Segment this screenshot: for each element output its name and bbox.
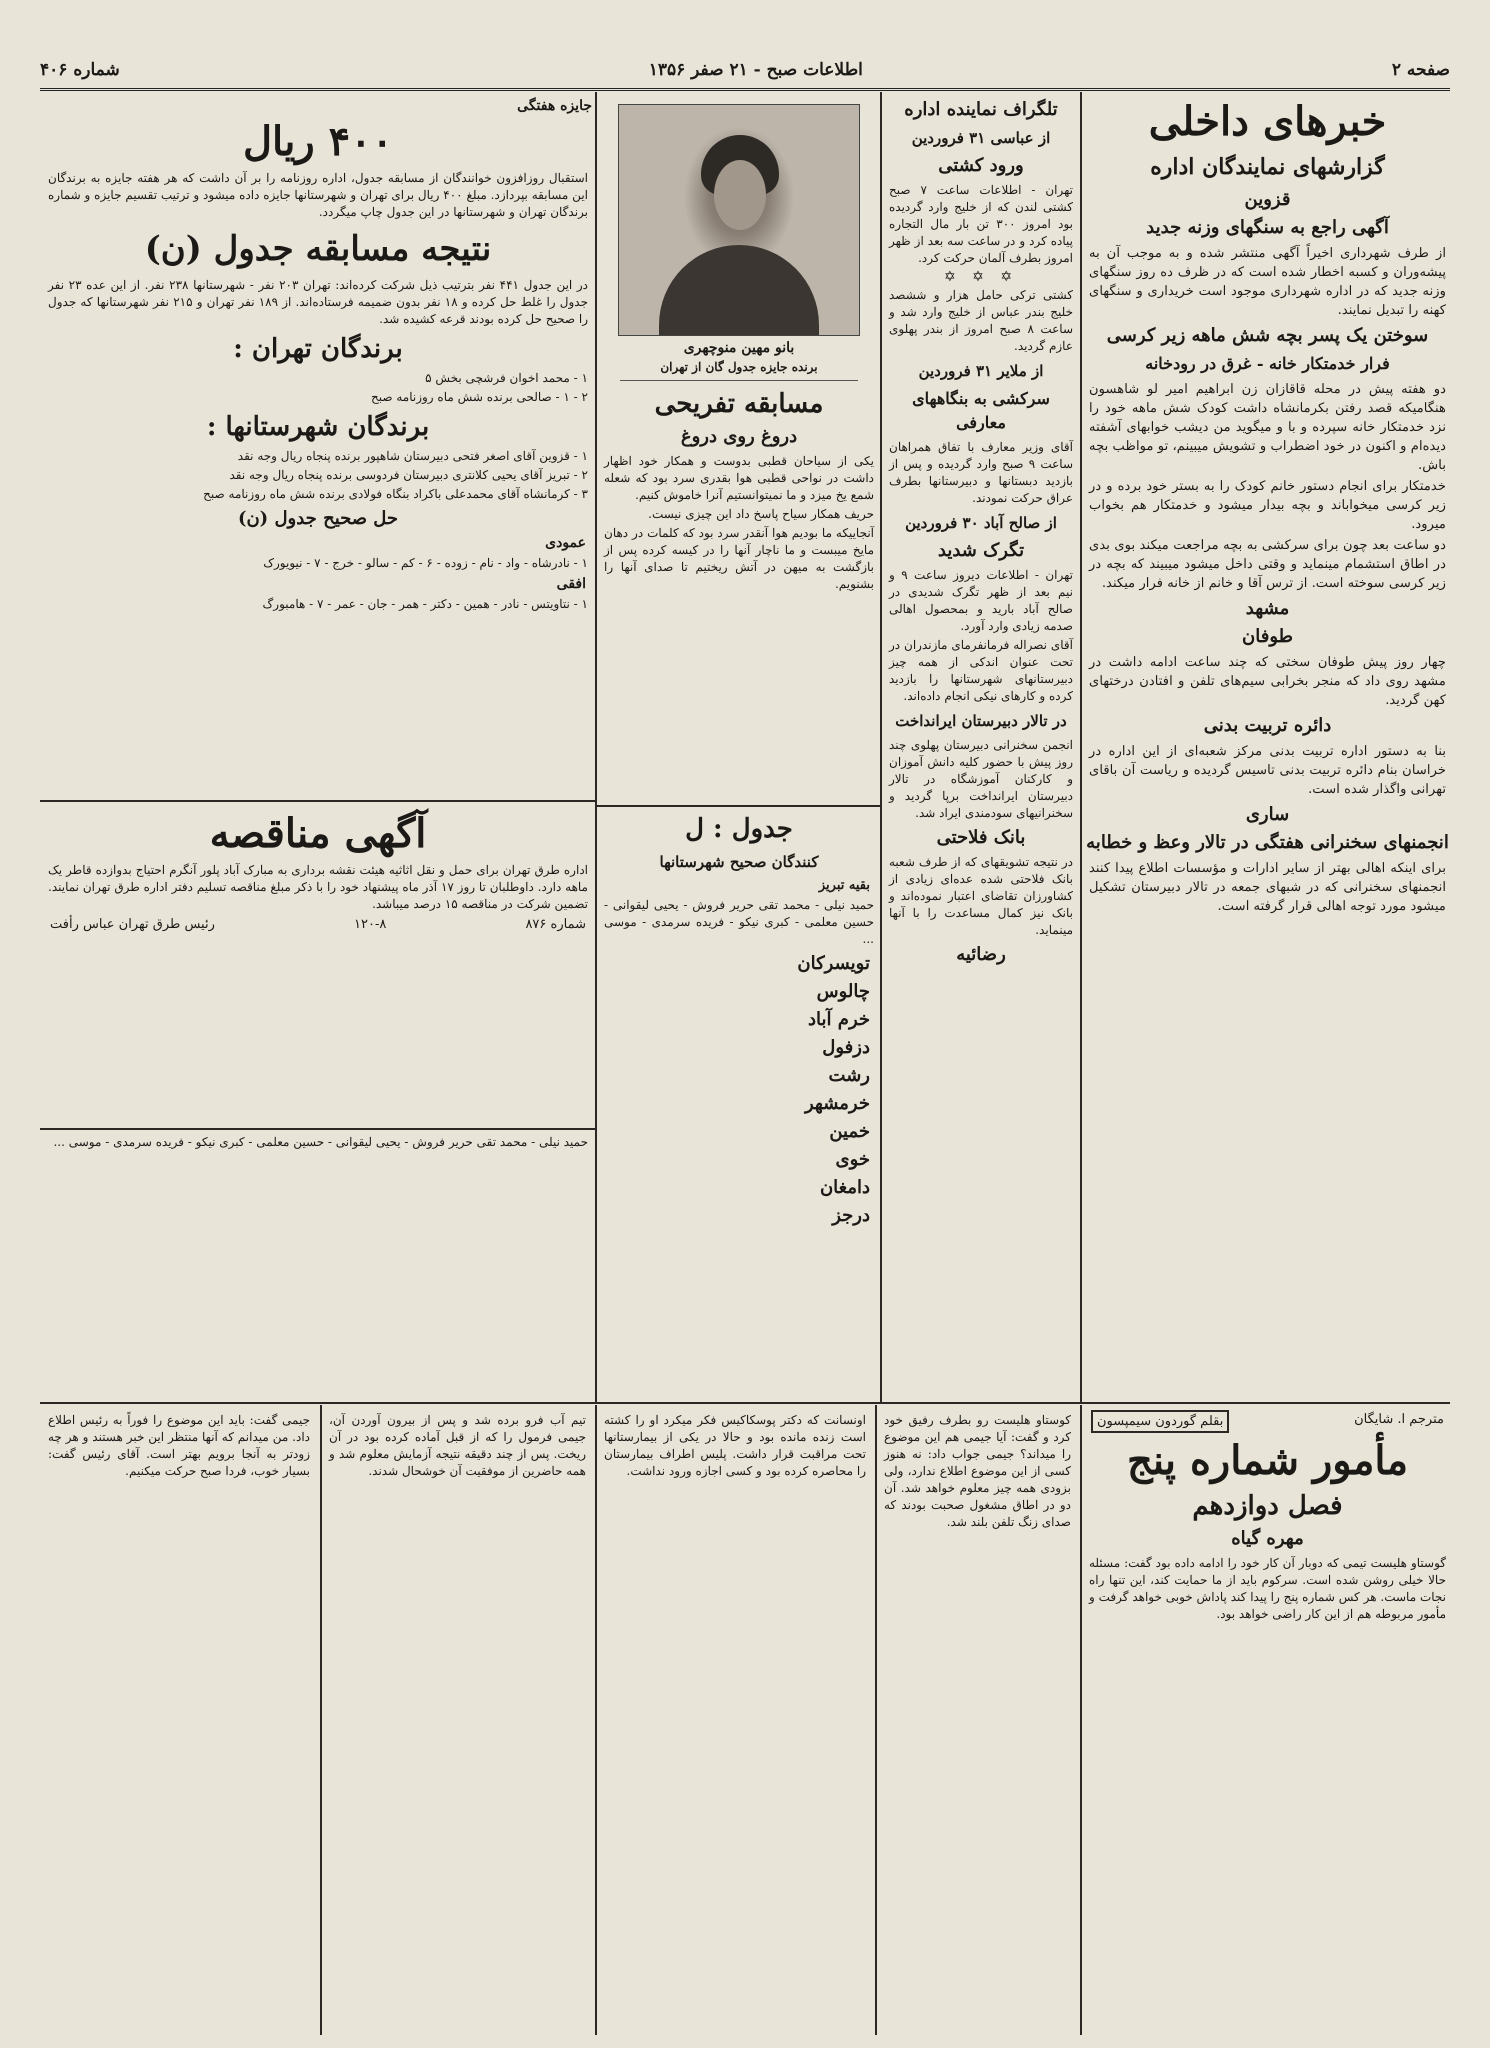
winner-line: ۲ - ۱ - صالحی برنده شش ماه روزنامه صبح <box>370 390 588 404</box>
city-heading: خوی <box>835 1149 870 1170</box>
photo-caption: بانو مهین منوچهری <box>683 340 795 356</box>
solver-names: حمید نیلی - محمد تقی حریر فروش - یحیی لیقوانی - حسین معلمی - کبری نیکو - فریده سرمدی - موسی ... <box>604 898 874 946</box>
news-headline: تگرک شدید <box>937 540 1025 561</box>
news-headline: انجمنهای سخنرانی هفتگی در تالار وعظ و خطابه <box>1086 832 1449 853</box>
dateline: از عباسی ۳۱ فروردین <box>911 129 1051 147</box>
news-body: آقای نصراله فرمانفرمای مازندران در تحت عنوان اندکی از همه چیز دبیرستانهای شهرستانها را بازدید کرده و کارهای نیکی انجام داده‌اند. <box>889 638 1073 703</box>
news-headline: ورود کشتی <box>938 155 1024 176</box>
story-subtitle: مهره گیاه <box>1231 1528 1304 1549</box>
agency-news-column <box>885 94 1077 1399</box>
section-rule <box>597 805 880 807</box>
section-title: گزارشهای نمایندگان اداره <box>1150 154 1385 180</box>
dateline: از ملایر ۳۱ فروردین <box>918 362 1044 380</box>
ad-signature: رئیس طرق تهران عباس رأفت <box>50 917 215 932</box>
city-heading: دامغان <box>819 1177 870 1198</box>
solver-names: حمید نیلی - محمد تقی حریر فروش - یحیی لیقوانی - حسین معلمی - کبری نیکو - فریده سرمدی - موسی ... <box>53 1135 588 1149</box>
ad-title: آگهی مناقصه <box>209 810 427 857</box>
news-body: بنا به دستور اداره تربیت بدنی مرکز شعبه‌ای از این اداره در خراسان بنام دائره تربیت بدنی تاسیس گردیده و ریاست آن باقای تهرانی واگذار شده است. <box>1089 744 1446 797</box>
news-headline: سوختن یک پسر بچه شش ماهه زیر کرسی <box>1106 325 1429 346</box>
news-body: تهران - اطلاعات ساعت ۷ صبح کشتی لندن که از خلیج وارد گردیده بود امروز ۳۰۰ تن بار مال التجاره پیاده کرد و در ساعت سه بعد از ظهر امروز بطرف آلمان حرکت کرد. <box>889 183 1074 265</box>
prize-label: جایزه هفتگی <box>517 98 592 114</box>
winner-photo <box>618 104 860 336</box>
news-body: در نتیجه تشویقهای که از طرف شعبه بانک فلاحتی شده عده‌ای زیادی از کشاورزان تقاضای اعتبار نموده‌اند و بانک نیز کمال مساعدت را با آنها مینماید. <box>889 855 1073 937</box>
story-column <box>880 1410 1075 2030</box>
news-headline: فرار خدمتکار خانه - غرق در رودخانه <box>1145 354 1390 373</box>
news-headline: سرکشی به بنگاههای معارفی <box>912 389 1050 432</box>
story-body: جیمی گفت: باید این موضوع را فوراً به رئیس اطلاع داد. من میدانم که آنها منتظر این خبر هستند و هر چه زودتر به آنجا برویم بهتر است. آقای رئیس گفت: بسیار خوب، فردا صبح حرکت میکنیم. <box>48 1413 310 1478</box>
separator-stars: ✡ ✡ ✡ <box>943 269 1019 285</box>
puzzle-subtitle: بقیه تبریز <box>818 878 870 893</box>
news-headline: آگهی راجع به سنگهای وزنه جدید <box>1146 217 1389 238</box>
result-body: در این جدول ۴۴۱ نفر بترتیب ذیل شرکت کرده‌اند: تهران ۲۰۳ نفر - شهرستانها ۲۳۸ نفر. از این عده ۲۳ نفر جدول را غلط حل کرده و ۱۸ نفر بدون ضمیمه فرستاده‌اند. از ۱۸۹ نفر تهران و ۲۱۵ نفر شهرستانها که جدول را صحیح حل کرده بودند قرعه کشیده شد. <box>48 278 588 326</box>
issue-label: شماره ۴۰۶ <box>40 60 120 80</box>
vertical-row: ۱ - نادرشاه - واد - نام - زوده - ۶ - کم - سالو - خرج - ۷ - نیویورک <box>263 556 588 570</box>
story-column <box>325 1410 590 2030</box>
contest-subtitle: دروغ روی دروغ <box>680 426 798 447</box>
city-heading: رشت <box>828 1065 870 1086</box>
prize-column <box>44 94 592 798</box>
photo-caption: برنده جایزه جدول گان از تهران <box>660 360 818 374</box>
city-heading: مشهد <box>1245 598 1290 619</box>
winner-line: ۱ - محمد اخوان فرشچی بخش ۵ <box>425 371 588 385</box>
ad-body: اداره طرق تهران برای حمل و نقل اثاثیه هیئت نقشه برداری به مبارک آباد پلور آنگرم احتیاج بدوازده قاطر یک ماهه دارد. داوطلبان تا روز ۱۷ آذر ماه پیشنهاد خود را با ذکر مبلغ مناقصه تسلیم دفتر اداره طرق تهران نمایند. تضمین شرکت در مناقصه ۱۵ درصد میباشد. <box>48 863 588 911</box>
horizontal-label: افقی <box>556 576 586 592</box>
news-body: تهران - اطلاعات دیروز ساعت ۹ و نیم بعد از ظهر تگرک شدیدی در صالح آباد بارید و بمحصول اهالی صدمه زیادی وارد آورد. <box>889 568 1073 633</box>
agency-title: تلگراف نماینده اداره <box>904 99 1058 120</box>
masthead-title: اطلاعات صبح - ۲۱ صفر ۱۳۵۶ <box>648 60 863 80</box>
column-rule <box>595 92 597 1402</box>
story-column <box>600 1410 870 2030</box>
serial-story-intro <box>1085 1410 1450 2030</box>
news-body: چهار روز پیش طوفان سختی که چند ساعت ادامه داشت در مشهد روی داد که منجر بخرابی سیم‌های تلفن و افتادن درختهای کهن گردید. <box>1089 655 1446 708</box>
city-heading: چالوس <box>816 981 870 1002</box>
city-heading: درجز <box>832 1205 870 1226</box>
story-body: اونسانت که دکتر پوسکاکیس فکر میکرد او را کشته است زنده مانده بود و حالا در یکی از بیمارستانها تحت مراقبت قرار داشت. پلیس اطراف بیمارستان را محاصره کرده بود و کسی اجازه ورود نداشت. <box>604 1413 866 1478</box>
winner-line: ۱ - قزوین آقای اصغر فتحی دبیرستان شاهپور برنده پنجاه ریال وجه نقد <box>237 449 588 463</box>
contest-column <box>600 94 878 802</box>
news-headline: طوفان <box>1242 626 1293 647</box>
contest-body: حریف همکار سیاح پاسخ داد این چیزی نیست. <box>648 507 874 521</box>
story-translator: مترجم ا. شایگان <box>1354 1412 1444 1427</box>
winner-line: ۳ - کرمانشاه آقای محمدعلی باکراد بنگاه فولادی برنده شش ماه روزنامه صبح <box>203 487 588 501</box>
city-heading: دزفول <box>822 1037 870 1058</box>
section-rule <box>40 1402 1450 1404</box>
section-rule <box>40 800 595 802</box>
city-heading: تویسرکان <box>797 953 870 974</box>
ad-number: شماره ۸۷۶ <box>525 917 586 932</box>
story-body: تیم آب فرو برده شد و پس از بیرون آوردن آن، جیمی فرمول را که از قبل آماده کرده بود در آن ریخت. پس از چند دقیقه نتیجه آزمایش معلوم شد و همه حاضرین از موفقیت آن خوشحال شدند. <box>329 1413 586 1478</box>
puzzle-solvers-column <box>600 808 878 1400</box>
news-headline: در تالار دبیرستان ایرانداخت <box>895 712 1067 730</box>
story-title: مأمور شماره پنج <box>1127 1437 1408 1484</box>
vertical-label: عمودی <box>545 535 586 551</box>
news-body: کشتی ترکی حامل هزار و ششصد خلیج بندر عباس از خلیج وارد شد و ساعت ۸ صبح امروز از بندر پهلوی عازم گردید. <box>889 288 1073 353</box>
city-heading: رضائیه <box>956 944 1006 965</box>
news-body: انجمن سخنرانی دبیرستان پهلوی چند روز پیش با حضور کلیه دانش آموزان و کارکنان آموزشگاه در تالار دبیرستان ایرانداخت برپا گردید و سخنرانیهای سودمندی ایراد شد. <box>889 738 1073 820</box>
city-heading: خرمشهر <box>805 1093 870 1114</box>
winners-tehran-title: برندگان تهران : <box>233 334 403 364</box>
city-heading: خرم آباد <box>808 1009 870 1030</box>
solver-names-block <box>44 1132 592 1400</box>
city-heading: خمین <box>829 1121 870 1142</box>
page-label: صفحه ۲ <box>1391 60 1450 80</box>
prize-title: ۴۰۰ ریال <box>242 118 394 165</box>
contest-title: مسابقه تفریحی <box>654 389 824 419</box>
news-body: برای اینکه اهالی بهتر از سایر ادارات و مؤسسات اطلاع پیدا کنند انجمنهای سخنرانی که در شبهای جمعه در تالار دبیرستان تشکیل میشود مورد توجه اهالی قرار گرفته است. <box>1089 861 1446 914</box>
dateline: از صالح آباد ۳۰ فروردین <box>905 514 1057 532</box>
city-heading: ساری <box>1245 804 1290 825</box>
column-rule <box>880 92 882 1402</box>
prize-body: استقبال روزافزون خوانندگان از مسابقه جدول، اداره روزنامه را بر آن داشت که هر هفته جایزه به برندگان این مسابقه بپردازد. مبلغ ۴۰۰ ریال برای تهران و شهرستانها جایزه داده میشود و ترتیب تقسیم جایزه و شماره برندگان تهران و شهرستانها در این جدول چاپ میگردد. <box>48 171 588 219</box>
result-title: نتیجه مسابقه جدول (ن) <box>144 229 492 269</box>
story-author: بقلم گوردون سیمپسون <box>1091 1410 1229 1433</box>
section-rule <box>40 1128 595 1130</box>
news-body: دو ساعت بعد چون برای سرکشی به بچه مراجعت میکند بوی بدی در اطاق استشمام مینماید و وقتی داخل میشود میبیند که بچه در زیر کرسی سوخته است. از ترس آقا و خانم از خانه فرار میکند. <box>1089 538 1446 591</box>
story-body: کوستاو هلیست رو بطرف رفیق خود کرد و گفت: آیا جیمی هم این موضوع را میداند؟ جیمی جواب داد: نه هنوز کسی از این موضوع اطلاع ندارد، ولی بزودی همه چیز معلوم خواهد شد. آن دو در اطاق مشغول صحبت بودند که صدای زنگ تلفن بلند شد. <box>884 1413 1071 1529</box>
news-body: آقای وزیر معارف با تفاق همراهان ساعت ۹ صبح وارد گردیده و پس از بازدید دبستانها و دبیرستانها بطرف عراق حرکت نمودند. <box>889 440 1073 505</box>
solution-title: حل صحیح جدول (ن) <box>237 508 399 529</box>
news-headline: دائره تربیت بدنی <box>1203 715 1332 736</box>
winners-city-title: برندگان شهرستانها : <box>206 412 430 442</box>
column-rule <box>1080 92 1082 1402</box>
contest-body: یکی از سیاحان قطبی بدوست و همکار خود اظهار داشت در نواحی قطبی هوا بقدری سرد بود که شعله شمع یخ میزد و ما نمیتوانستیم آنرا خاموش کنیم. <box>604 454 874 502</box>
masthead-bar <box>40 52 1450 91</box>
news-body: دو هفته پیش در محله قاقازان زن ابراهیم امیر لو شاهسون هنگامیکه قصد رفتن بکرمانشاه داشت کودک شش ماهه خود را نزد خدمتکار خانه سپرده و با و میگوید من دیشب خوابهای آشفته دیده‌ام و اکنون در خود اضطراب و تشویش میبینم، تو مواظب بچه باش. <box>1089 382 1446 473</box>
puzzle-subtitle: کنندگان صحیح شهرستانها <box>659 853 819 871</box>
tender-ad <box>44 806 592 1124</box>
contest-body: آنجاییکه ما بودیم هوا آنقدر سرد بود که کلمات در دهان مایخ میبست و ما ناچار آنها را در کیسه کرده پس از بازگشت به میهن در آتش ریختیم تا صدای آنها را بشنویم. <box>604 526 874 591</box>
horizontal-row: ۱ - نتاویتس - نادر - همین - دکتر - همر - جان - عمر - ۷ - هامبورگ <box>262 597 588 611</box>
domestic-news-title: خبرهای داخلی <box>1148 98 1387 145</box>
news-headline: بانک فلاحتی <box>936 827 1026 848</box>
story-body: گوستاو هلیست تیمی که دوبار آن کار خود را ادامه داده بود گفت: مسئله حالا خیلی روشن شده است. سرکوم باید از ما حمایت کند، این تنها راه نجات ماست. هر کس شماره پنج را پیدا کند پاداش خوبی خواهد گرفت و مأمور مربوطه هم از این کار راضی خواهد بود. <box>1089 1556 1446 1621</box>
story-chapter: فصل دوازدهم <box>1192 1491 1343 1521</box>
winner-line: ۲ - تبریز آقای یحیی کلانتری دبیرستان فردوسی برنده پنجاه ریال وجه نقد <box>229 468 588 482</box>
story-column <box>44 1410 314 2030</box>
domestic-news-column <box>1085 94 1450 1399</box>
news-body: خدمتکار برای انجام دستور خانم کودک را به بستر خود برده و در زیر کرسی میخواباند و بچه بیدار میشود و خدمتکار هم بخواب میرود. <box>1089 479 1446 532</box>
city-heading: قزوین <box>1244 189 1291 210</box>
news-body: از طرف شهرداری اخیراً آگهی منتشر شده و به موجب آن به پیشه‌وران و کسبه اخطار شده است که در ظرف ده روز سنگهای وزنه جدید که در اداره شهرداری موجود است خریداری و سنگهای کهنه را تبدیل نمایند. <box>1089 246 1446 318</box>
puzzle-title: جدول : ل <box>685 814 793 844</box>
ad-code: ۱۲۰-۸ <box>354 917 387 932</box>
